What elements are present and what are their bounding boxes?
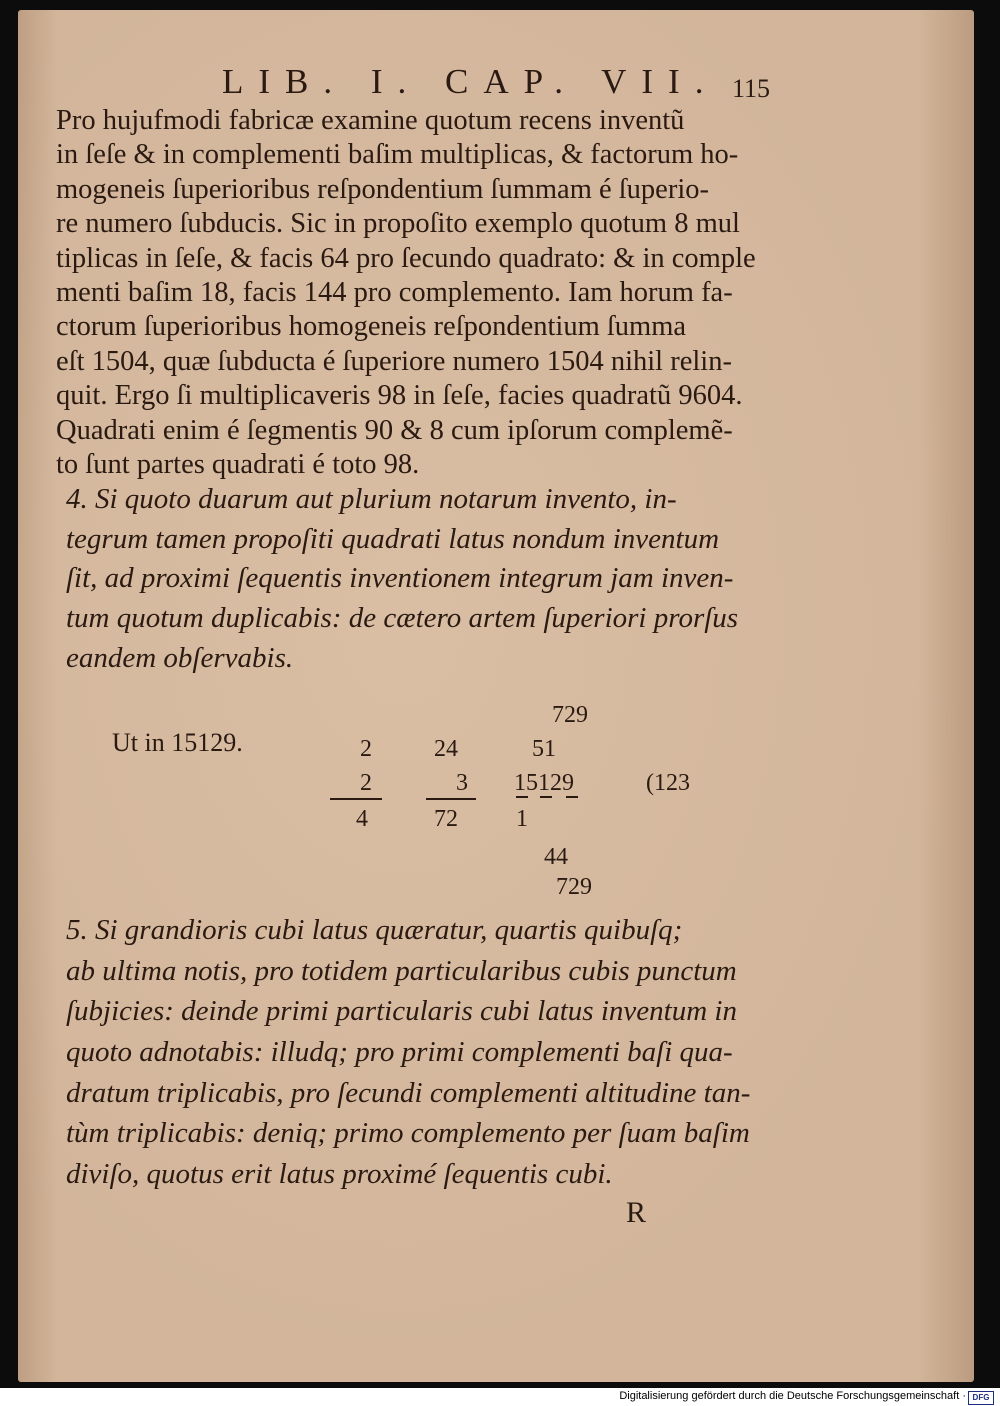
page-number: 115: [732, 74, 771, 103]
example-number: 24: [434, 736, 458, 762]
text-line: Pro hujufmodi fabricæ examine quotum recens inventũ: [56, 105, 685, 136]
running-head: LIB. I. CAP. VII.: [222, 62, 719, 101]
paragraph-rule-5: [66, 910, 786, 1195]
text-line: mogeneis ſuperioribus reſpondentium ſummam é ſuperio-: [56, 173, 709, 205]
example-label: Ut in 15129.: [112, 728, 243, 757]
text-line: ab ultima notis, pro totidem particularibus cubis punctum: [66, 954, 737, 987]
text-line: ſit, ad proximi ſequentis inventionem integrum jam inven-: [66, 562, 734, 595]
division-rule: [330, 798, 382, 800]
text-line: to ſunt partes quadrati é toto 98.: [56, 448, 420, 480]
division-rule: [516, 796, 528, 798]
text-line: quoto adnotabis: illudq; pro primi complementi baſi qua-: [66, 1036, 733, 1069]
text-line: in ſeſe & in complementi baſim multiplicas, & factorum ho-: [56, 139, 739, 171]
text-line: quit. Ergo ſi multiplicaveris 98 in ſeſe, facies quadratũ 9604.: [56, 380, 743, 412]
funding-notice: Digitalisierung gefördert durch die Deutsche Forschungsgemeinschaft ·: [619, 1390, 966, 1402]
text-line: eandem obſervabis.: [66, 641, 294, 674]
text-line: eſt 1504, quæ ſubducta é ſuperiore numero 1504 nihil relin-: [56, 345, 732, 377]
text-line: ſubjicies: deinde primi particularis cubi latus inventum in: [66, 995, 737, 1028]
example-number: 2: [360, 736, 372, 762]
division-rule: [540, 796, 552, 798]
paragraph-rule-4: [66, 480, 786, 678]
text-line: ctorum ſuperioribus homogeneis reſpondentium ſumma: [56, 311, 687, 343]
text-line: menti baſim 18, facis 144 pro complemento. Iam horum fa-: [56, 276, 733, 308]
example-number: 729: [552, 702, 588, 728]
example-number: 729: [556, 874, 592, 900]
example-number: 4: [356, 806, 368, 832]
example-number: 72: [434, 806, 458, 832]
text-line: dratum triplicabis, pro ſecundi complementi altitudine tan-: [66, 1076, 751, 1109]
text-line: re numero ſubducis. Sic in propoſito exemplo quotum 8 mul: [56, 208, 740, 240]
example-number: 44: [544, 844, 568, 870]
text-line: tum quotum duplicabis: de cætero artem ſuperiori prorſus: [66, 602, 739, 635]
example-number: 1: [516, 806, 528, 832]
paragraph-examination: [56, 104, 780, 482]
division-rule: [426, 798, 476, 800]
example-number: 51: [532, 736, 556, 762]
text-line: 4. Si quoto duarum aut plurium notarum invento, in-: [66, 483, 677, 515]
text-line: tiplicas in ſeſe, & facis 64 pro ſecundo quadrato: & in comple: [56, 242, 756, 274]
example-number: 2: [360, 770, 372, 796]
text-line: tùm triplicabis: deniq; primo complemento per ſuam baſim: [66, 1117, 750, 1150]
example-number: 3: [456, 770, 468, 796]
catchword: R: [626, 1196, 647, 1229]
dfg-logo-icon: DFG: [968, 1391, 994, 1405]
footer-bar: [0, 1388, 1000, 1406]
text-line: tegrum tamen propoſiti quadrati latus nondum inventum: [66, 522, 720, 555]
text-line: 5. Si grandioris cubi latus quæratur, quartis quibuſq;: [66, 914, 683, 946]
division-rule: [566, 796, 578, 798]
text-line: diviſo, quotus erit latus proximé ſequentis cubi.: [66, 1158, 613, 1191]
text-line: Quadrati enim é ſegmentis 90 & 8 cum ipſorum complemẽ-: [56, 414, 733, 446]
example-number: 15129: [514, 770, 574, 796]
example-result: (123: [646, 770, 690, 796]
